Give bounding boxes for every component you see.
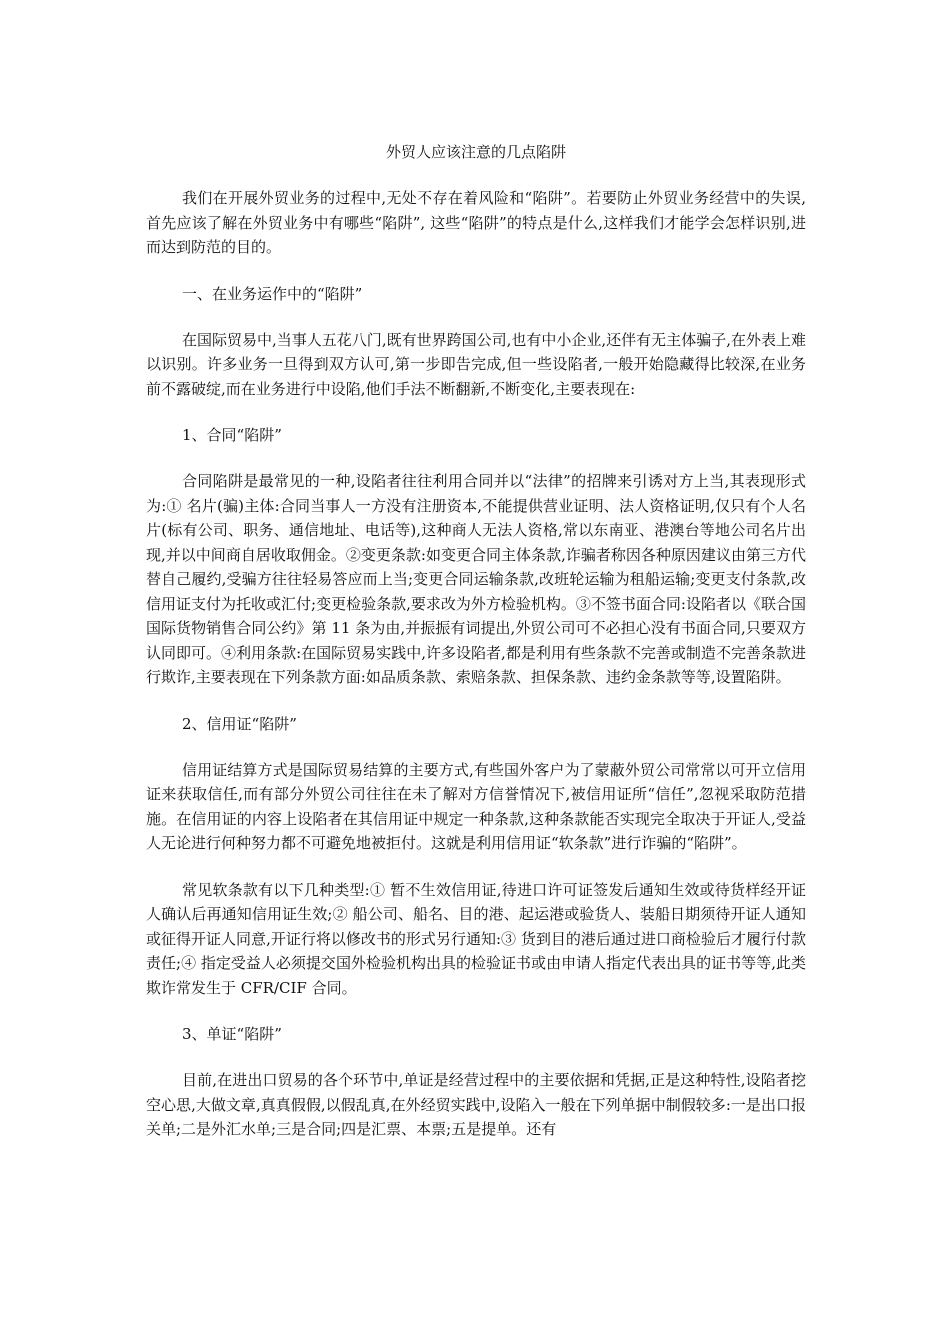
subheading-documents: 3、单证“陷阱” [182,1025,282,1043]
subheading-contract: 1、合同“陷阱” [182,426,282,444]
section-heading-operations: 一、在业务运作中的“陷阱” [182,284,363,303]
operations-paragraph: 在国际贸易中,当事人五花八门,既有世界跨国公司,也有中小企业,还伴有无主体骗子,在外表上难以识别。许多业务一旦得到双方认可,第一步即告完成,但一些设陷者,一般开始隐藏得比较深,在业务前不露破绽,而在业务进行中设陷,他们手法不断翻新,不断变化,主要表现在: [146,330,806,398]
documents-paragraph: 目前,在进出口贸易的各个环节中,单证是经营过程中的主要依据和凭据,正是这种特性,设陷者挖空心思,大做文章,真真假假,以假乱真,在外经贸实践中,设陷入一般在下列单据中制假较多:一是出口报关单;二是外汇水单;三是合同;四是汇票、本票;五是提单。还有 [146,1071,806,1138]
document-page [146,140,806,1164]
document-title: 外贸人应该注意的几点陷阱 [385,143,566,161]
soft-clause-paragraph: 常见软条款有以下几种类型:① 暂不生效信用证,待进口许可证签发后通知生效或待货样经开证人确认后再通知信用证生效;② 船公司、船名、目的港、起运港或验货人、装船日期须待开证人通知或征得开证人同意,开证行将以修改书的形式另行通知:③ 货到目的港后通过进口商检验后才履行付款责任;④ 指定受益人必须提交国外检验机构出具的检验证书或由申请人指定代表出具的证书等等,此类欺诈常发生于 CFR/CIF 合同。 [146,880,806,997]
subheading-letter-of-credit: 2、信用证“陷阱” [182,714,297,733]
intro-paragraph: 我们在开展外贸业务的过程中,无处不存在着风险和“陷阱”。若要防止外贸业务经营中的失误,首先应该了解在外贸业务中有哪些“陷阱”, 这些“陷阱”的特点是什么,这样我们才能学会怎样识别,进而达到防范的目的。 [146,189,806,256]
letter-of-credit-paragraph: 信用证结算方式是国际贸易结算的主要方式,有些国外客户为了蒙蔽外贸公司常常以可开立信用证来获取信任,而有部分外贸公司往往在未了解对方信誉情况下,被信用证所“信任”,忽视采取防范措施。在信用证的内容上设陷者在其信用证中规定一种条款,这种条款能否实现完全取决于开证人,受益人无论进行何种努力都不可避免地被拒付。这就是利用信用证“软条款”进行诈骗的“陷阱”。 [146,760,806,852]
contract-paragraph: 合同陷阱是最常见的一种,设陷者往往利用合同并以“法律”的招牌来引诱对方上当,其表现形式为:① 名片(骗)主体:合同当事人一方没有注册资本,不能提供营业证明、法人资格证明,仅只有个人名片(标有公司、职务、通信地址、电话等),这种商人无法人资格,常以东南亚、港澳台等地公司名片出现,并以中间商自居收取佣金。②变更条款:如变更合同主体条款,诈骗者称因各种原因建议由第三方代替自己履约,受骗方往往轻易答应而上当;变更合同运输条款,改班轮运输为租船运输;变更支付条款,改信用证支付为托收或汇付;变更检验条款,要求改为外方检验机构。③不签书面合同:设陷者以《联合国国际货物销售合同公约》第 11 条为由,并振振有词提出,外贸公司可不必担心没有书面合同,只要双方认同即可。④利用条款:在国际贸易实践中,许多设陷者,都是利用有些条款不完善或制造不完善条款进行欺诈,主要表现在下列条款方面:如品质条款、索赔条款、担保条款、违约金条款等等,设置陷阱。 [146,472,806,686]
